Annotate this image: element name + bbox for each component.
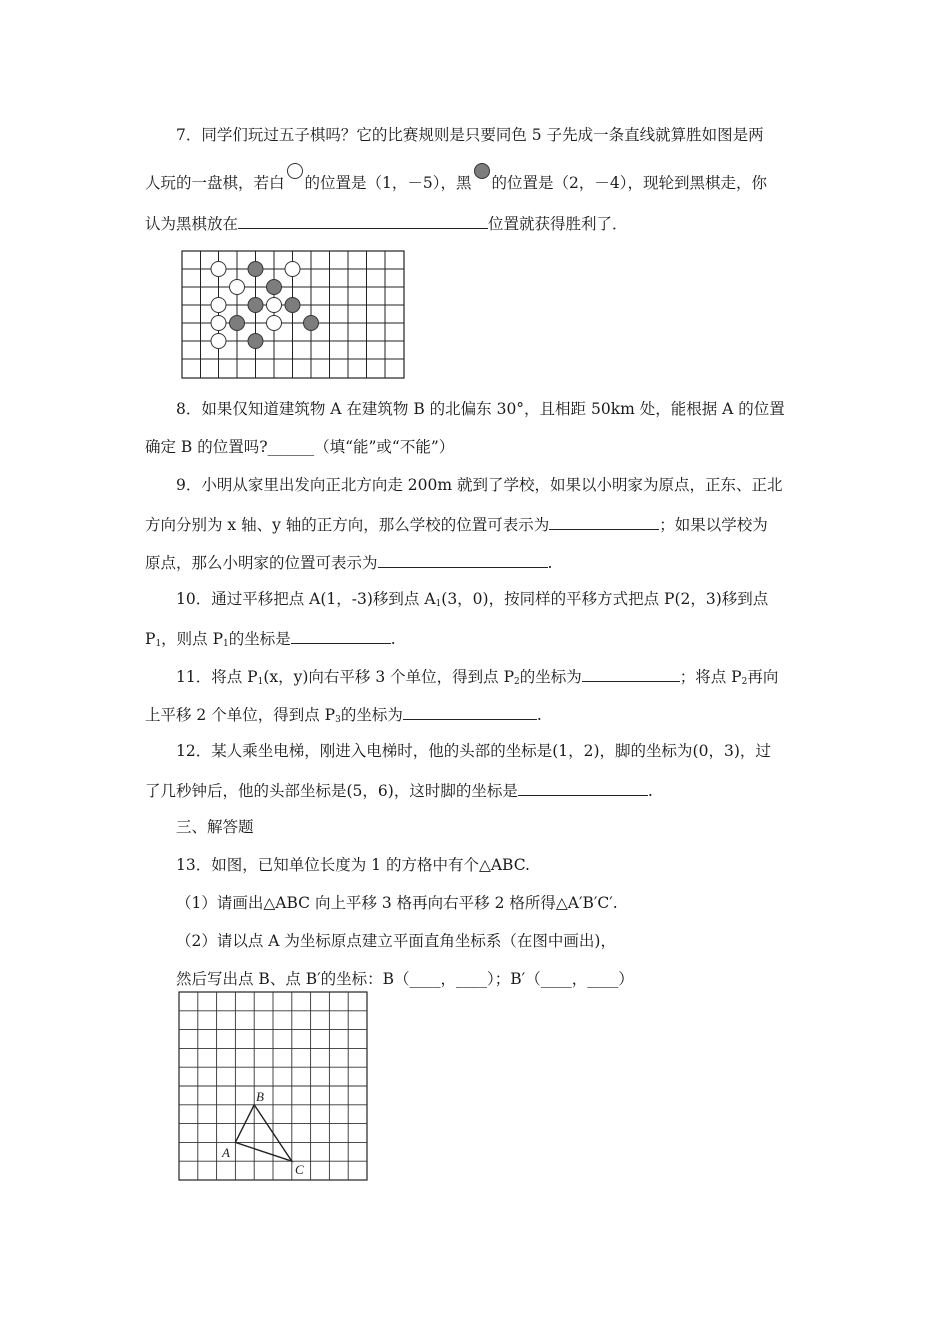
- q8-line2-part-b: （填“能”或“不能”）: [314, 438, 455, 456]
- q11-line2-part-a: 上平移 2 个单位，得到点 P: [145, 706, 336, 724]
- q7-line2-part-b: 的位置是（1，－5），黑: [304, 174, 472, 192]
- q10-line2-part-c: 的坐标是: [228, 630, 291, 648]
- q12-line2-part-a: 了几秒钟后，他的头部坐标是(5，6)，这时脚的坐标是: [145, 782, 518, 800]
- q7-line3-part-a: 认为黑棋放在: [145, 215, 239, 233]
- white-stone-icon: [287, 163, 303, 179]
- q12-answer-blank[interactable]: [518, 779, 648, 796]
- black-stone: [267, 280, 282, 295]
- q10-line2-part-b: ，则点 P: [161, 630, 224, 648]
- q11-line2-part-b: 的坐标为: [340, 706, 403, 724]
- q10-line1-part-b: (3，0)，按同样的平移方式把点 P(2，3)移到点: [441, 590, 769, 608]
- q10-line2-subscript-2: 1: [223, 639, 229, 649]
- q8-answer-blank[interactable]: ______: [267, 438, 315, 456]
- label-c: C: [295, 1162, 304, 1177]
- q10-line2-subscript-1: 1: [155, 639, 162, 649]
- q7-line2-part-a: 人玩的一盘棋，若白: [145, 174, 285, 192]
- white-stone: [211, 316, 226, 331]
- black-stone: [230, 316, 245, 331]
- q11-line1-part-c: 的坐标为: [519, 668, 582, 686]
- q11-subscript-2: 2: [514, 677, 520, 687]
- white-stone: [285, 262, 300, 277]
- q11-line1-part-e: 再向: [747, 668, 779, 686]
- q9-answer-blank-2[interactable]: [378, 551, 548, 568]
- section-title: 三、解答题: [176, 818, 254, 836]
- white-stone: [230, 280, 245, 295]
- black-stone: [248, 334, 263, 349]
- white-stone: [211, 334, 226, 349]
- white-stone: [211, 262, 226, 277]
- q11-line2-part-c: .: [536, 706, 542, 724]
- q9-line2-part-b: ；如果以学校为: [659, 516, 768, 534]
- q13-part2: （2）请以点 A 为坐标原点建立平面直角坐标系（在图中画出)，: [176, 932, 616, 950]
- black-stone: [248, 298, 263, 313]
- q8-line1: 8．如果仅知道建筑物 A 在建筑物 B 的北偏东 30°，且相距 50km 处，能根据 A 的位置: [176, 400, 785, 418]
- label-b: B: [256, 1089, 264, 1104]
- q8-line2-part-a: 确定 B 的位置吗?: [145, 438, 268, 456]
- label-a: A: [222, 1145, 230, 1160]
- q11-line2: [145, 703, 542, 725]
- q11-subscript-3: 2: [741, 677, 748, 687]
- q11-line1-part-a: 11．将点 P: [176, 668, 258, 686]
- q9-line2-part-a: 方向分别为 x 轴、y 轴的正方向，那么学校的位置可表示为: [145, 516, 550, 534]
- white-stone: [211, 298, 226, 313]
- q11-subscript-1: 1: [257, 677, 264, 687]
- q11-answer-blank-2[interactable]: [403, 703, 537, 720]
- q7-line2-part-c: 的位置是（2，－4），现轮到黑棋走，你: [491, 174, 767, 192]
- q11-line1-part-d: ；将点 P: [679, 668, 742, 686]
- q10-answer-blank[interactable]: [291, 627, 391, 644]
- black-stone-icon: [474, 163, 490, 179]
- q10-line2-part-d: .: [390, 630, 396, 648]
- q8-line2: [145, 437, 454, 457]
- q12-line1: 12．某人乘坐电梯，刚进入电梯时，他的头部的坐标是(1，2)，脚的坐标为(0，3)，过: [176, 742, 771, 760]
- black-stone: [248, 262, 263, 277]
- q7-line2: [145, 173, 767, 193]
- q9-line2: [145, 513, 768, 535]
- q13-coordinate-prompt: 然后写出点 B、点 B′的坐标：B（____，____）；B′（____，____）: [176, 970, 634, 988]
- q9-line3-part-a: 原点，那么小明家的位置可表示为: [145, 554, 378, 572]
- q9-line3: [145, 551, 552, 573]
- q10-line2-part-a: P: [145, 630, 156, 648]
- q11-answer-blank-1[interactable]: [582, 665, 680, 682]
- q10-line1-part-a: 10．通过平移把点 A(1，-3)移到点 A: [176, 590, 436, 608]
- q11-line1-part-b: (x，y)向右平移 3 个单位，得到点 P: [263, 668, 514, 686]
- q10-line1-subscript: 1: [435, 599, 442, 609]
- black-stone: [304, 316, 319, 331]
- q9-line3-part-b: .: [547, 554, 553, 572]
- q7-line3: [145, 212, 628, 234]
- q7-answer-blank[interactable]: [238, 212, 488, 229]
- q9-line1: 9．小明从家里出发向正北方向走 200m 就到了学校，如果以小明家为原点，正东、正北: [176, 476, 783, 494]
- white-stone: [267, 298, 282, 313]
- black-stone: [285, 298, 300, 313]
- q11-line1: [176, 665, 778, 687]
- q13-part1: （1）请画出△ABC 向上平移 3 格再向右平移 2 格所得△A′B′C′.: [176, 894, 618, 912]
- q12-line2: [145, 779, 653, 801]
- q11-subscript-4: 3: [335, 715, 341, 725]
- q12-line2-part-b: .: [647, 782, 653, 800]
- q10-line1: [176, 589, 768, 609]
- q10-line2: [145, 627, 396, 649]
- gomoku-board: [181, 250, 407, 380]
- q9-answer-blank-1[interactable]: [549, 513, 659, 530]
- q7-line3-part-b: 位置就获得胜利了．: [488, 215, 628, 233]
- triangle-grid-figure[interactable]: [178, 991, 368, 1181]
- q7-line1: 7．同学们玩过五子棋吗？它的比赛规则是只要同色 5 子先成一条直线就算胜如图是两: [176, 126, 764, 144]
- q13-line1: 13．如图，已知单位长度为 1 的方格中有个△ABC.: [176, 856, 530, 874]
- white-stone: [267, 316, 282, 331]
